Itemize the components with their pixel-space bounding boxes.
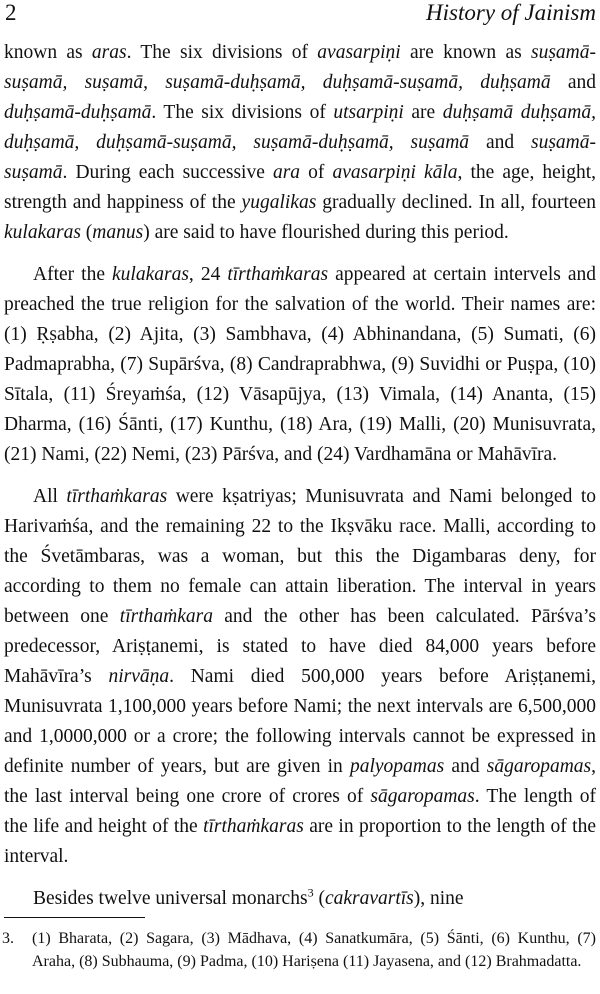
text-run: are in proportion to the length of the interval.	[4, 816, 596, 867]
italic-term: ara	[272, 162, 301, 183]
italic-term: nirvāṇa	[108, 666, 170, 687]
text-run: (	[313, 888, 325, 909]
italic-term: duḥṣamā duḥṣamā, duḥṣamā, duḥṣamā-suṣamā, suṣamā-duḥṣamā, suṣamā	[4, 102, 596, 153]
body-text	[4, 38, 596, 914]
running-title: History of Jainism	[426, 0, 596, 25]
text-run: and	[444, 756, 487, 777]
text-run: , 24	[188, 264, 228, 285]
text-run: are known as	[400, 42, 531, 63]
text-run: known as	[4, 42, 92, 63]
text-run: ), nine	[413, 888, 464, 909]
page-number: 2	[5, 0, 17, 25]
text-run: and the other has been calculated. Pārśva’s predecessor, Ariṣṭanemi, is stated to have died 84,000 years before Mahāvīra’s	[4, 606, 596, 687]
paragraph-2	[4, 260, 596, 470]
footnote-number: 3.	[2, 930, 14, 947]
text-run: After the	[33, 264, 113, 285]
text-run: . During each successive	[62, 162, 273, 183]
italic-term: cakravartīs	[324, 888, 414, 909]
italic-term: aras	[91, 42, 127, 63]
paragraph-4	[4, 884, 596, 914]
italic-term: kulakaras	[4, 222, 81, 243]
italic-term: tīrthaṁkaras	[66, 486, 168, 507]
italic-term: manus	[92, 222, 144, 243]
italic-term: palyopamas	[349, 756, 445, 777]
italic-term: tīrthaṁkara	[119, 606, 213, 627]
text-run: . The six divisions of	[126, 42, 318, 63]
footnote-3	[2, 928, 596, 973]
text-run: (	[80, 222, 93, 243]
paragraph-1	[4, 38, 596, 248]
italic-term: kulakaras	[112, 264, 189, 285]
text-run: , the age, height, strength and happiness of the	[4, 162, 597, 213]
italic-term: suṣamā-suṣamā	[4, 132, 597, 183]
text-run: . The length of the life and height of the	[4, 786, 596, 837]
text-run: appeared at certain intervels and preached the true religion for the salvation of the world. Their names are: (1) Ṛṣabha, (2) Ajita, (3) Sambhava, (4) Abhinandana, (5) Sumati, (6) Padmaprabha, (7) Supārśva, (8) Candraprabhwa, (9) Suvidhi or Puṣpa, (10) Sītala, (11) Śreyaṁśa, (12) Vāsapūjya, (13) Vimala, (14) Ananta, (15) Dharma, (16) Śānti, (17) Kunthu, (18) Ara, (19) Malli, (20) Munisuvrata, (21) Nami, (22) Nemi, (23) Pārśva, and (24) Vardhamāna or Mahāvīra.	[4, 264, 597, 465]
footnote-ref: 3	[307, 885, 314, 900]
italic-term: sāgaropamas	[486, 756, 592, 777]
text-run: gradually declined. In all, fourteen	[316, 192, 597, 213]
text-run: . Nami died 500,000 years before Ariṣṭanemi, Munisuvrata 1,100,000 years before Nami; the next intervals are 6,500,000 and 1,0000,000 or a crore; the following intervals cannot be expressed in definite number of years, but are given in	[4, 666, 596, 777]
italic-term: duḥṣamā-duḥṣamā	[4, 102, 152, 123]
footnote-text: (1) Bharata, (2) Sagara, (3) Mādhava, (4) Sanatkumāra, (5) Śānti, (6) Kunthu, (7) Araha, (8) Subhauma, (9) Padma, (10) Hariṣena (11) Jayasena, and (12) Brahmadatta.	[32, 930, 596, 970]
text-run: of	[300, 162, 333, 183]
italic-term: utsarpiṇi	[333, 102, 404, 123]
text-run: and	[469, 132, 531, 153]
text-run: were kṣatriyas; Munisuvrata and Nami belonged to Harivaṁśa, and the remaining 22 to the Ikṣvāku race. Malli, according to the Śvetāmbaras, was a woman, but this the Digambaras deny, for according to them no female can attain liberation. The interval in years between one	[4, 486, 596, 627]
text-run: ) are said to have flourished during this period.	[143, 222, 509, 243]
running-head	[5, 0, 596, 30]
text-run: are	[403, 102, 443, 123]
italic-term: tīrthaṁkaras	[203, 816, 304, 837]
italic-term: suṣamā-suṣamā, suṣamā, suṣamā-duḥṣamā, duḥṣamā-suṣamā, duḥṣamā	[4, 42, 597, 93]
text-run: All	[33, 486, 67, 507]
text-run: , the last interval being one crore of crores of	[4, 756, 596, 807]
text-run: and	[550, 72, 597, 93]
italic-term: avasarpiṇi kāla	[332, 162, 458, 183]
italic-term: sāgaropamas	[370, 786, 475, 807]
footnote-rule	[4, 917, 145, 918]
text-run: . The six divisions of	[151, 102, 334, 123]
italic-term: avasarpiṇi	[317, 42, 401, 63]
italic-term: yugalikas	[241, 192, 317, 213]
text-run: Besides twelve universal monarchs	[33, 888, 308, 909]
paragraph-3	[4, 482, 596, 872]
italic-term: tīrthaṁkaras	[227, 264, 329, 285]
